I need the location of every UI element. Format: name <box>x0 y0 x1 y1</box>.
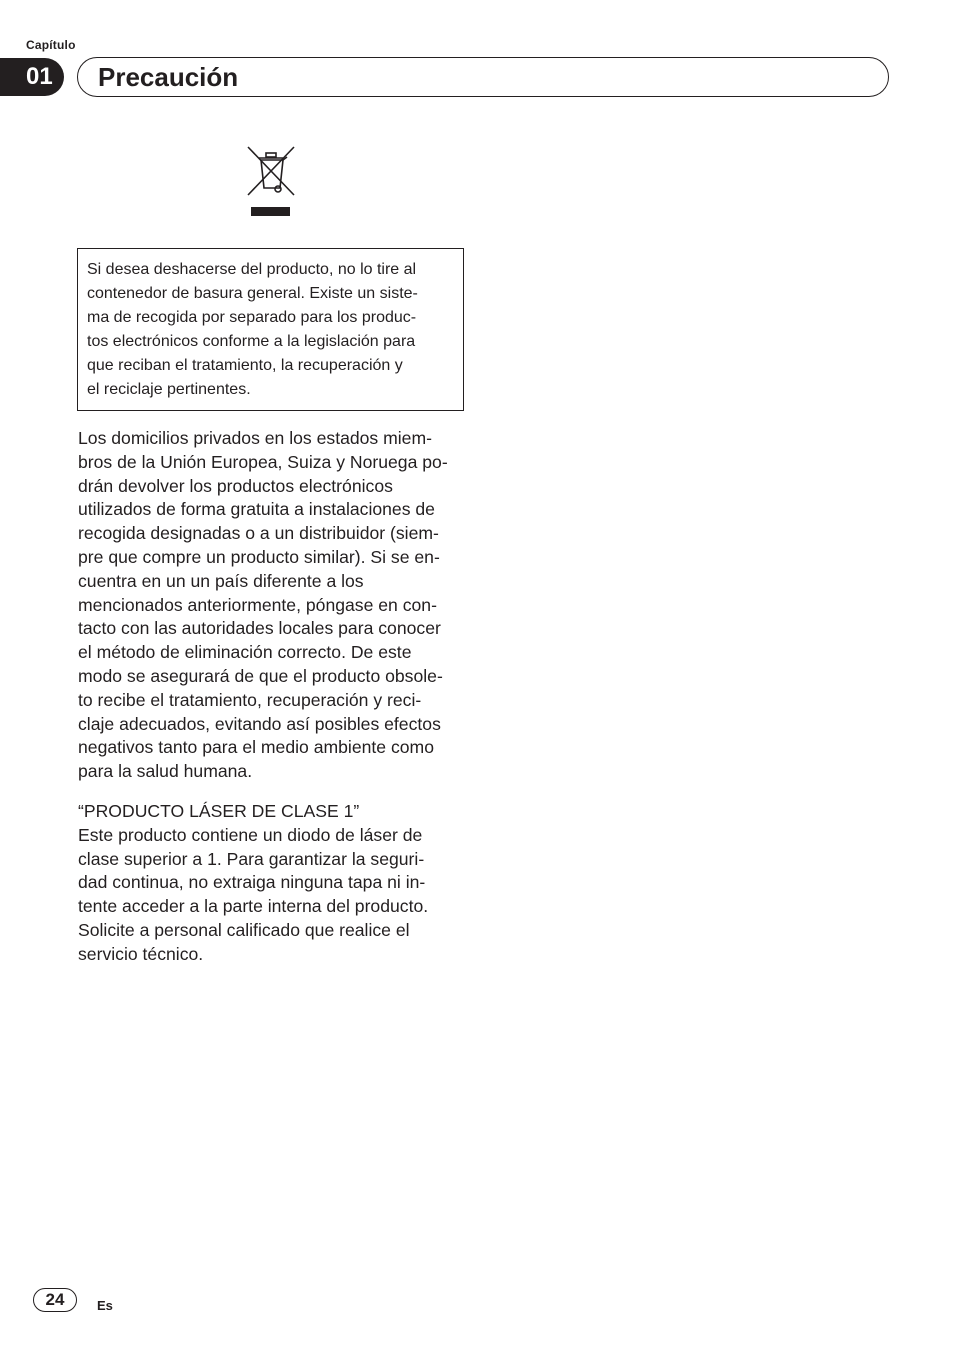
crossed-out-wheelie-bin-icon <box>245 145 297 217</box>
title-bar <box>77 57 889 97</box>
page-title: Precaución <box>98 62 239 92</box>
paragraph-laser-warning: “PRODUCTO LÁSER DE CLASE 1” Este producto contiene un diodo de láser de clase superior a 1. Para garantizar la seguri- dad continua, no extraiga ninguna tapa ni in- tente acceder a la parte interna del producto. Solicite a personal calificado que realice el servicio técnico. <box>78 801 429 964</box>
page-number: 24 <box>33 1288 77 1312</box>
language-code: Es <box>97 1298 113 1313</box>
chapter-label: Capítulo <box>26 38 76 52</box>
paragraph-disposal-info: Los domicilios privados en los estados miem- bros de la Unión Europea, Suiza y Noruega po- drán devolver los productos electrónicos utilizados de forma gratuita a instalaciones de recogida designadas o a un distribuidor (siem- pre que compre un producto similar). Si se en- cuentra en un un país diferente a los mencionados anteriormente, póngase en con- tacto con las autoridades locales para conocer el método de eliminación correcto. De este modo se asegurará de que el producto obsole- to recibe el tratamiento, recuperación y reci- claje adecuados, evitando así posibles efectos negativos tanto para el medio ambiente como para la salud humana. <box>78 428 448 782</box>
chapter-number-tab: 01 <box>0 58 64 96</box>
disposal-notice-box: Si desea deshacerse del producto, no lo tire al contenedor de basura general. Existe un siste- ma de recogida por separado para los produc- tos electrónicos conforme a la legislación para que reciban el tratamiento, la recuperación y el reciclaje pertinentes. <box>77 248 464 411</box>
